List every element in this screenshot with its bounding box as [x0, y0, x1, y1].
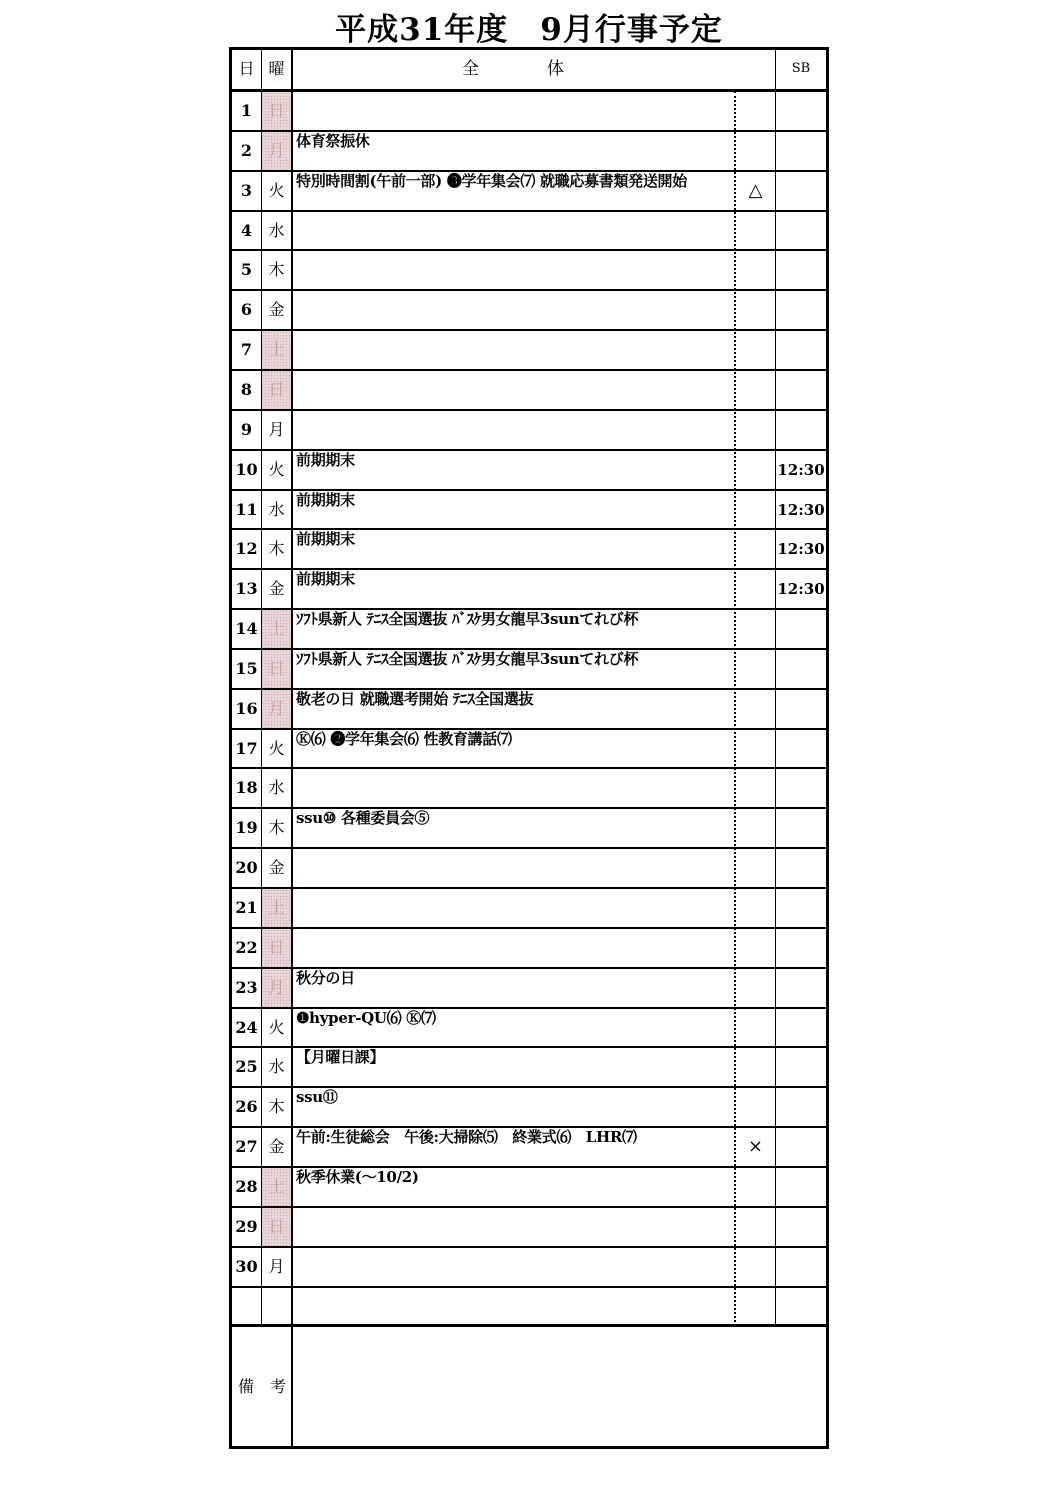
day-number: 28: [235, 1176, 258, 1196]
sb-time: [776, 1087, 826, 1125]
event-text: 前期期末: [296, 490, 355, 509]
sb-time: [776, 290, 826, 328]
sb-time: [776, 928, 826, 966]
status-mark: [735, 1167, 776, 1205]
day-number: 14: [235, 619, 258, 639]
status-mark: [735, 729, 776, 767]
status-mark: [735, 1008, 776, 1046]
table-row: [229, 91, 829, 131]
day-number: 20: [235, 858, 258, 878]
table-row: [229, 609, 829, 649]
event-text: [293, 212, 735, 250]
weekday: 水: [268, 499, 285, 519]
status-mark: [735, 808, 776, 846]
weekday: 木: [268, 539, 285, 559]
row-divider: [229, 1126, 829, 1128]
table-row: [229, 848, 829, 888]
sb-time: 12:30: [777, 500, 825, 519]
row-divider: [229, 170, 829, 172]
day-number: 13: [235, 579, 258, 599]
status-mark: [735, 330, 776, 368]
sb-time: [776, 330, 826, 368]
status-mark: [735, 410, 776, 448]
weekday: 火: [268, 1017, 285, 1037]
day-number: 9: [240, 419, 253, 439]
event-text: ❶hyper-QU⑹ Ⓚ⑺: [296, 1008, 436, 1027]
row-divider: [229, 967, 829, 969]
weekday: 日: [261, 92, 292, 130]
weekday: 日: [261, 929, 292, 967]
column-divider: [261, 47, 262, 1326]
weekday: 水: [268, 1057, 285, 1077]
status-mark: [735, 290, 776, 328]
row-divider: [229, 528, 829, 530]
day-number: 1: [240, 101, 253, 120]
sb-time: [776, 888, 826, 926]
day-number: 18: [235, 778, 258, 798]
remarks-divider: [229, 1324, 829, 1327]
event-text: [293, 1288, 735, 1326]
day-number: 6: [240, 300, 253, 320]
status-mark: [735, 1207, 776, 1245]
row-divider: [229, 1206, 829, 1208]
day-number: 23: [235, 977, 258, 997]
weekday: 木: [268, 1097, 285, 1117]
row-divider: [229, 648, 829, 650]
status-mark: [735, 91, 776, 129]
status-mark: [735, 450, 776, 488]
row-divider: [229, 1046, 829, 1048]
sb-time: [776, 609, 826, 647]
row-divider: [229, 728, 829, 730]
sb-time: [776, 808, 826, 846]
table-row: [229, 1008, 829, 1048]
event-text: 【月曜日課】: [296, 1048, 385, 1067]
sb-time: [776, 131, 826, 169]
table-row: [229, 649, 829, 689]
row-divider: [229, 608, 829, 610]
weekday: 火: [268, 459, 285, 479]
status-mark: [735, 529, 776, 567]
sb-time: [776, 1287, 826, 1325]
row-divider: [229, 688, 829, 690]
table-row: [229, 689, 829, 729]
sb-time: [776, 968, 826, 1006]
table-row: [229, 1287, 829, 1327]
row-divider: [229, 369, 829, 371]
sb-time: 12:30: [777, 460, 825, 479]
status-mark: [735, 1247, 776, 1285]
status-mark: [735, 250, 776, 288]
sb-time: [776, 689, 826, 727]
weekday: 月: [261, 690, 292, 728]
event-text: [293, 929, 735, 967]
event-text: [293, 1248, 735, 1286]
table-row: [229, 1087, 829, 1127]
status-mark: [735, 888, 776, 926]
table-row: [229, 250, 829, 290]
day-number: 22: [235, 937, 258, 957]
table-row: [229, 968, 829, 1008]
sb-time: [776, 1247, 826, 1285]
status-mark: [735, 569, 776, 607]
event-text: ｿﾌﾄ県新人 ﾃﾆｽ全国選抜 ﾊﾞｽｹ男女龍早3sunてれび杯: [296, 610, 639, 629]
table-row: [229, 370, 829, 410]
day-number: 10: [235, 459, 258, 479]
weekday: 水: [268, 778, 285, 798]
event-text: [293, 331, 735, 369]
weekday: 日: [261, 1208, 292, 1246]
page-title: 平成31年度 9月行事予定: [335, 12, 723, 48]
table-row: [229, 529, 829, 569]
event-text: ssu⑪: [296, 1088, 338, 1107]
row-divider: [229, 449, 829, 451]
table-row: [229, 410, 829, 450]
header-weekday: 曜: [268, 59, 285, 78]
status-mark: [735, 490, 776, 528]
day-number: 2: [240, 140, 253, 160]
table-row: [229, 1127, 829, 1167]
event-text: [293, 411, 735, 449]
weekday: 火: [268, 180, 285, 200]
status-mark: [735, 848, 776, 886]
weekday: 日: [261, 650, 292, 688]
status-mark: [735, 131, 776, 169]
weekday: 月: [261, 132, 292, 170]
weekday: 土: [261, 610, 292, 648]
event-text: [293, 251, 735, 289]
table-row: [229, 1247, 829, 1287]
status-mark: [735, 370, 776, 408]
mark-column-divider: [734, 91, 736, 1326]
event-text: [293, 92, 735, 130]
day-number: 29: [235, 1216, 258, 1236]
event-text: 前期期末: [296, 530, 355, 549]
day-number: 21: [235, 898, 258, 917]
header-sb: SB: [791, 61, 811, 76]
event-text: [293, 769, 735, 807]
column-divider: [291, 47, 293, 1449]
table-row: [229, 131, 829, 171]
event-text: [293, 889, 735, 927]
event-text: 秋季休業(～10/2): [296, 1167, 419, 1186]
row-divider: [229, 130, 829, 132]
sb-time: [776, 171, 826, 209]
row-divider: [229, 1007, 829, 1009]
row-divider: [229, 767, 829, 769]
remarks-text: [293, 1327, 826, 1446]
remarks-row: [229, 1327, 829, 1449]
weekday: 月: [268, 419, 285, 439]
row-divider: [229, 887, 829, 889]
sb-time: [776, 91, 826, 129]
day-number: 3: [240, 180, 253, 200]
sb-time: [776, 1047, 826, 1085]
event-text: ssu⑩ 各種委員会⑤: [296, 809, 430, 828]
event-text: [293, 371, 735, 409]
sb-time: [776, 1127, 826, 1165]
sb-time: [776, 1008, 826, 1046]
weekday: 金: [268, 579, 285, 599]
table-row: [229, 928, 829, 968]
weekday: 土: [261, 331, 292, 369]
row-divider: [229, 329, 829, 331]
row-divider: [229, 289, 829, 291]
table-row: [229, 808, 829, 848]
status-mark: [735, 689, 776, 727]
event-text: [293, 849, 735, 887]
sb-time: [776, 768, 826, 806]
table-row: [229, 290, 829, 330]
status-mark: [735, 609, 776, 647]
event-text: 前期期末: [296, 450, 355, 469]
status-mark: [735, 768, 776, 806]
weekday: 月: [261, 969, 292, 1007]
weekday: 月: [268, 1256, 285, 1276]
row-divider: [229, 1166, 829, 1168]
sb-time: 12:30: [777, 580, 825, 599]
status-mark: [735, 1087, 776, 1125]
header-day: 日: [238, 59, 255, 78]
row-divider: [229, 409, 829, 411]
table-row: [229, 768, 829, 808]
row-divider: [229, 1086, 829, 1088]
day-number: 17: [235, 738, 258, 758]
sb-time: [776, 1207, 826, 1245]
table-row: [229, 171, 829, 211]
weekday: 土: [261, 889, 292, 927]
day-number: 27: [235, 1137, 258, 1157]
table-row: [229, 729, 829, 769]
status-mark: ×: [747, 1136, 764, 1158]
day-number: 16: [235, 698, 258, 718]
row-divider: [229, 89, 829, 92]
weekday: 金: [268, 858, 285, 878]
table-row: [229, 1207, 829, 1247]
weekday: 木: [268, 260, 285, 280]
event-text: 秋分の日: [296, 968, 355, 987]
sb-time: [776, 370, 826, 408]
event-text: 敬老の日 就職選考開始 ﾃﾆｽ全国選抜: [296, 689, 534, 708]
day-number: 5: [240, 260, 253, 280]
day-number: 12: [235, 539, 258, 559]
weekday: [261, 1287, 292, 1325]
row-divider: [229, 489, 829, 491]
status-mark: [735, 1287, 776, 1325]
event-text: 体育祭振休: [296, 131, 370, 150]
sb-time: [776, 729, 826, 767]
day-number: 25: [235, 1057, 258, 1077]
event-text: Ⓚ⑹ ❷学年集会⑹ 性教育講話⑺: [296, 729, 512, 748]
event-text: [293, 1208, 735, 1246]
day-number: 30: [235, 1256, 258, 1276]
table-row: [229, 888, 829, 928]
table-row: [229, 211, 829, 251]
status-mark: [735, 928, 776, 966]
table-header: [229, 47, 829, 91]
event-text: ｿﾌﾄ県新人 ﾃﾆｽ全国選抜 ﾊﾞｽｹ男女龍早3sunてれび杯: [296, 649, 639, 668]
row-divider: [229, 807, 829, 809]
event-text: 午前:生徒総会 午後:大掃除⑸ 終業式⑹ LHR⑺: [296, 1128, 637, 1147]
header-all: 全 体: [462, 59, 564, 79]
sb-time: [776, 211, 826, 249]
status-mark: △: [748, 179, 763, 201]
row-divider: [229, 1246, 829, 1248]
sb-time: [776, 1167, 826, 1205]
row-divider: [229, 249, 829, 251]
weekday: 金: [268, 1137, 285, 1157]
weekday: 火: [268, 738, 285, 758]
table-row: [229, 490, 829, 530]
weekday: 金: [268, 300, 285, 320]
day-number: 7: [240, 340, 253, 360]
status-mark: [735, 211, 776, 249]
day-number: 15: [235, 658, 258, 678]
row-divider: [229, 1286, 829, 1288]
sb-time: [776, 250, 826, 288]
weekday: 日: [261, 371, 292, 409]
row-divider: [229, 927, 829, 929]
table-row: [229, 569, 829, 609]
status-mark: [735, 649, 776, 687]
event-text: 前期期末: [296, 570, 355, 589]
status-mark: [735, 968, 776, 1006]
status-mark: [735, 1047, 776, 1085]
event-text: [293, 291, 735, 329]
event-text: 特別時間割(午前一部) ❸学年集会⑺ 就職応募書類発送開始: [296, 171, 687, 190]
sb-time: [776, 649, 826, 687]
sb-time: 12:30: [777, 540, 825, 559]
day-number: 26: [235, 1097, 258, 1117]
day-number: 19: [235, 818, 258, 838]
table-row: [229, 330, 829, 370]
sb-time: [776, 410, 826, 448]
column-divider: [775, 47, 776, 1326]
row-divider: [229, 847, 829, 849]
weekday: 水: [268, 220, 285, 240]
table-row: [229, 1047, 829, 1087]
day-number: 11: [235, 499, 258, 519]
table-row: [229, 1167, 829, 1207]
table-row: [229, 450, 829, 490]
sb-time: [776, 848, 826, 886]
weekday: 木: [268, 818, 285, 838]
day-number: [232, 1287, 261, 1325]
remarks-label: 備 考: [237, 1377, 286, 1396]
day-number: 24: [235, 1017, 258, 1037]
weekday: 土: [261, 1168, 292, 1206]
day-number: 4: [240, 220, 253, 240]
row-divider: [229, 568, 829, 570]
day-number: 8: [240, 379, 253, 399]
row-divider: [229, 210, 829, 212]
